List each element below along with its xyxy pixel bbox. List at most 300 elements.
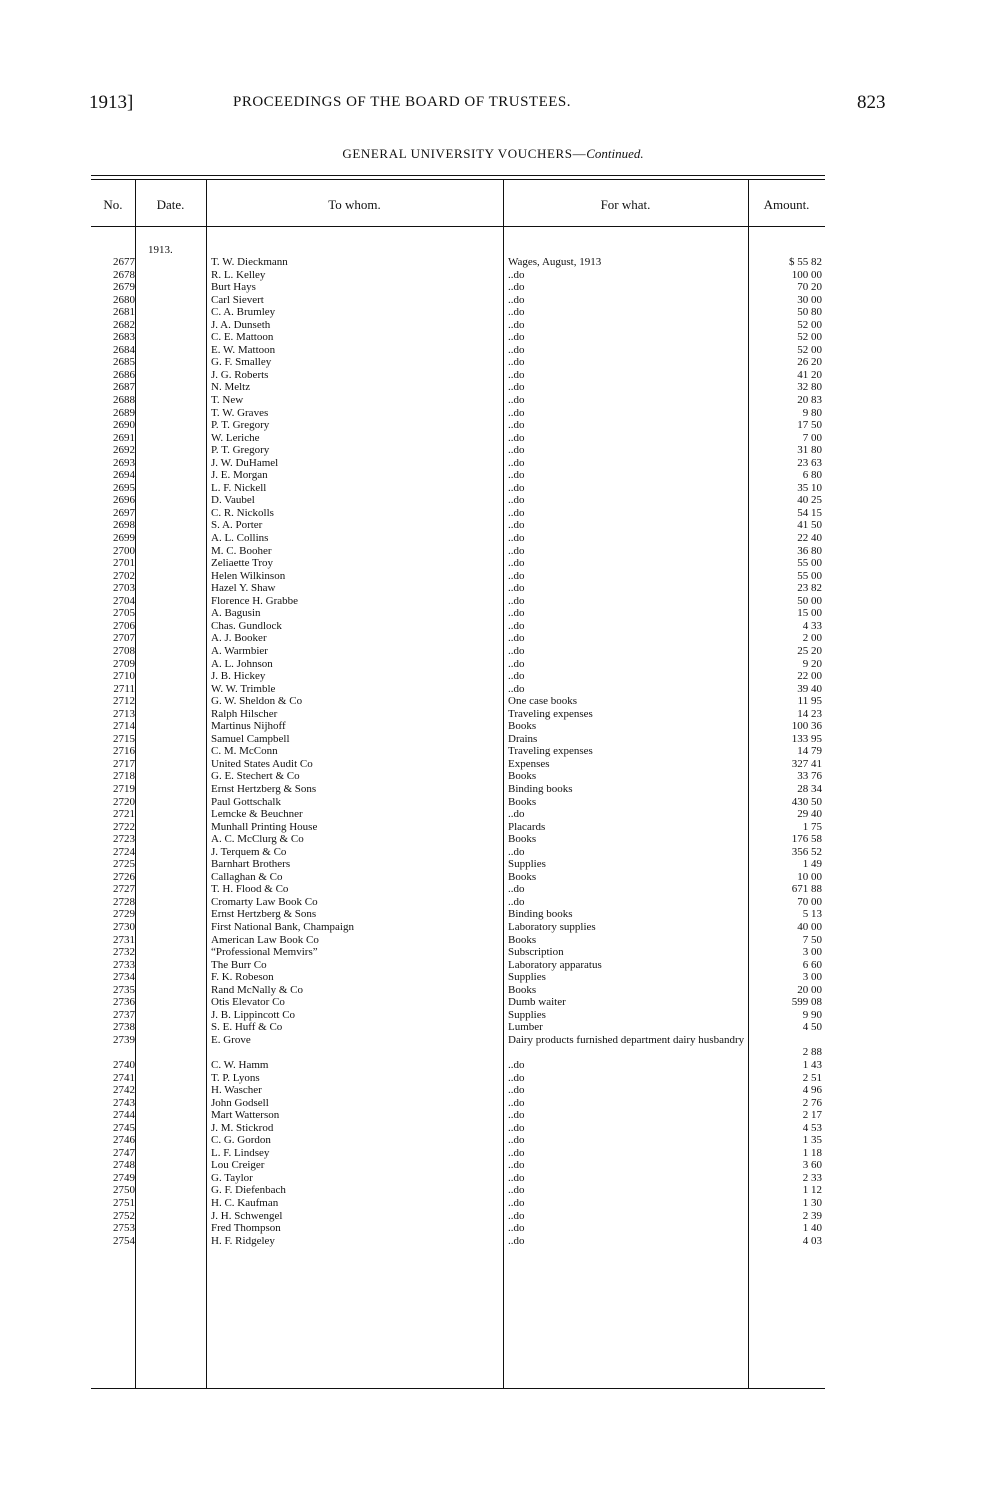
voucher-number: 2747 xyxy=(113,1146,135,1159)
voucher-number: 2721 xyxy=(113,808,135,821)
voucher-number: 2719 xyxy=(113,782,135,795)
purpose: Binding books xyxy=(508,908,573,921)
payee: G. W. Sheldon & Co xyxy=(211,695,303,708)
amount: 2 39 xyxy=(802,1209,822,1222)
payee: G. Taylor xyxy=(211,1171,253,1184)
voucher-number: 2724 xyxy=(113,845,135,858)
amount: 39 40 xyxy=(797,682,822,695)
payee: P. T. Gregory xyxy=(211,444,270,457)
payee: Martinus Nijhoff xyxy=(211,720,286,733)
table-top-rule-2 xyxy=(91,179,825,180)
table-row xyxy=(0,545,986,558)
purpose: ..do xyxy=(508,895,525,908)
payee: C. G. Gordon xyxy=(211,1134,271,1147)
table-row xyxy=(0,570,986,583)
amount: 100 36 xyxy=(791,720,822,733)
voucher-number: 2678 xyxy=(113,268,135,281)
voucher-number: 2744 xyxy=(113,1109,135,1122)
amount: 41 50 xyxy=(797,519,822,532)
voucher-number: 2730 xyxy=(113,920,135,933)
amount: 7 50 xyxy=(802,933,822,946)
amount: 28 34 xyxy=(797,782,822,795)
purpose: ..do xyxy=(508,569,525,582)
payee: D. Vaubel xyxy=(211,494,255,507)
payee: The Burr Co xyxy=(211,958,267,971)
amount: 14 79 xyxy=(797,745,822,758)
amount: 1 43 xyxy=(802,1059,822,1072)
voucher-number: 2716 xyxy=(113,745,135,758)
voucher-number: 2706 xyxy=(113,619,135,632)
amount: 41 20 xyxy=(797,368,822,381)
purpose: ..do xyxy=(508,532,525,545)
amount: 15 00 xyxy=(797,607,822,620)
table-row xyxy=(0,821,986,834)
payee: T. W. Dieckmann xyxy=(211,256,288,268)
purpose: ..do xyxy=(508,419,525,432)
amount: 22 00 xyxy=(797,670,822,683)
voucher-number: 2750 xyxy=(113,1184,135,1197)
payee: Mart Watterson xyxy=(211,1109,280,1122)
table-row xyxy=(0,1034,986,1059)
payee: C. M. McConn xyxy=(211,745,278,758)
table-row xyxy=(0,519,986,532)
amount: 14 23 xyxy=(797,707,822,720)
payee: A. L. Collins xyxy=(211,532,269,545)
purpose: Books xyxy=(508,983,537,996)
purpose: ..do xyxy=(508,318,525,331)
amount: 31 80 xyxy=(797,444,822,457)
payee: Helen Wilkinson xyxy=(211,569,286,582)
amount: 26 20 xyxy=(797,356,822,369)
payee: M. C. Booher xyxy=(211,544,272,557)
header-year: 1913] xyxy=(89,92,134,113)
payee: First National Bank, Champaign xyxy=(211,920,354,933)
voucher-number: 2745 xyxy=(113,1121,135,1134)
purpose: ..do xyxy=(508,519,525,532)
table-row xyxy=(0,833,986,846)
purpose: ..do xyxy=(508,1197,525,1210)
payee: J. Terquem & Co xyxy=(211,845,287,858)
table-row xyxy=(0,683,986,696)
amount: 7 00 xyxy=(802,431,822,444)
amount: 2 51 xyxy=(802,1071,822,1084)
payee: Fred Thompson xyxy=(211,1222,281,1235)
table-row xyxy=(0,1197,986,1210)
voucher-number: 2686 xyxy=(113,368,135,381)
amount: 1 49 xyxy=(802,858,822,871)
table-row xyxy=(0,1122,986,1135)
table-row xyxy=(0,1109,986,1122)
payee: H. C. Kaufman xyxy=(211,1197,279,1210)
table-row xyxy=(0,557,986,570)
col-header-no: No. xyxy=(103,197,123,212)
col-header-to-whom: To whom. xyxy=(328,197,381,212)
table-row xyxy=(0,733,986,746)
voucher-number: 2733 xyxy=(113,958,135,971)
purpose: ..do xyxy=(508,381,525,394)
payee: G. E. Stechert & Co xyxy=(211,770,300,783)
table-row xyxy=(0,896,986,909)
header-bottom-rule xyxy=(91,226,825,227)
amount: 4 53 xyxy=(802,1121,822,1134)
purpose: ..do xyxy=(508,306,525,319)
amount: 23 63 xyxy=(797,456,822,469)
table-row xyxy=(0,344,986,357)
table-row xyxy=(0,871,986,884)
voucher-number: 2707 xyxy=(113,632,135,645)
voucher-number: 2739 xyxy=(113,1033,135,1046)
payee: A. Warmbier xyxy=(211,644,268,657)
payee: Hazel Y. Shaw xyxy=(211,582,276,595)
running-header xyxy=(0,92,986,116)
purpose: Supplies xyxy=(508,858,546,871)
purpose: ..do xyxy=(508,544,525,557)
payee: John Godsell xyxy=(211,1096,269,1109)
amount: 5 13 xyxy=(802,908,822,921)
amount: 1 75 xyxy=(802,820,822,833)
payee: Chas. Gundlock xyxy=(211,619,282,632)
table-row xyxy=(0,1084,986,1097)
purpose: ..do xyxy=(508,594,525,607)
voucher-number: 2694 xyxy=(113,469,135,482)
payee: Callaghan & Co xyxy=(211,870,283,883)
table-row xyxy=(0,494,986,507)
amount: 50 00 xyxy=(797,594,822,607)
payee: S. E. Huff & Co xyxy=(211,1021,283,1034)
payee: Burt Hays xyxy=(211,281,256,294)
payee: Florence H. Grabbe xyxy=(211,594,299,607)
purpose: ..do xyxy=(508,1171,525,1184)
page-number: 823 xyxy=(857,92,886,113)
voucher-rows xyxy=(0,256,986,1247)
purpose: Laboratory supplies xyxy=(508,920,596,933)
amount: 25 20 xyxy=(797,644,822,657)
voucher-number: 2693 xyxy=(113,456,135,469)
payee: T. New xyxy=(211,394,244,407)
table-row xyxy=(0,1021,986,1034)
payee: Ralph Hilscher xyxy=(211,707,278,720)
table-row xyxy=(0,1097,986,1110)
voucher-number: 2688 xyxy=(113,394,135,407)
payee: J. H. Schwengel xyxy=(211,1209,283,1222)
payee: E. W. Mattoon xyxy=(211,343,276,356)
amount: 2 17 xyxy=(802,1109,822,1122)
payee: J. W. DuHamel xyxy=(211,456,279,469)
purpose: ..do xyxy=(508,368,525,381)
voucher-number: 2736 xyxy=(113,996,135,1009)
purpose: ..do xyxy=(508,469,525,482)
voucher-number: 2725 xyxy=(113,858,135,871)
amount: 55 00 xyxy=(797,557,822,570)
table-row xyxy=(0,281,986,294)
table-row xyxy=(0,934,986,947)
purpose: Books xyxy=(508,770,537,783)
payee: A. J. Booker xyxy=(211,632,267,645)
purpose: ..do xyxy=(508,557,525,570)
amount: 3 00 xyxy=(802,946,822,959)
purpose: ..do xyxy=(508,644,525,657)
payee: J. B. Hickey xyxy=(211,670,266,683)
voucher-number: 2728 xyxy=(113,895,135,908)
amount: 9 20 xyxy=(802,657,822,670)
voucher-number: 2715 xyxy=(113,732,135,745)
voucher-number: 2737 xyxy=(113,1008,135,1021)
year-label: 1913. xyxy=(148,244,173,256)
payee: C. A. Brumley xyxy=(211,306,276,319)
voucher-number: 2731 xyxy=(113,933,135,946)
payee: C. R. Nickolls xyxy=(211,506,274,519)
purpose: ..do xyxy=(508,1121,525,1134)
payee: Munhall Printing House xyxy=(211,820,318,833)
voucher-number: 2751 xyxy=(113,1197,135,1210)
purpose: Books xyxy=(508,833,537,846)
purpose: ..do xyxy=(508,1146,525,1159)
voucher-number: 2753 xyxy=(113,1222,135,1235)
purpose: ..do xyxy=(508,1084,525,1097)
payee: United States Audit Co xyxy=(211,757,313,770)
table-row xyxy=(0,921,986,934)
table-row xyxy=(0,1134,986,1147)
amount: 33 76 xyxy=(797,770,822,783)
amount: 4 03 xyxy=(802,1234,822,1247)
payee: C. W. Hamm xyxy=(211,1059,269,1072)
purpose: Books xyxy=(508,720,537,733)
purpose: ..do xyxy=(508,444,525,457)
table-row xyxy=(0,256,986,269)
payee: American Law Book Co xyxy=(211,933,319,946)
purpose: ..do xyxy=(508,1109,525,1122)
amount: 29 40 xyxy=(797,808,822,821)
table-row xyxy=(0,369,986,382)
amount: 2 76 xyxy=(802,1096,822,1109)
table-row xyxy=(0,469,986,482)
payee: J. A. Dunseth xyxy=(211,318,271,331)
payee: Lou Creiger xyxy=(211,1159,265,1172)
purpose: Supplies xyxy=(508,971,546,984)
amount: 55 00 xyxy=(797,569,822,582)
purpose: Books xyxy=(508,933,537,946)
table-row xyxy=(0,846,986,859)
voucher-number: 2748 xyxy=(113,1159,135,1172)
voucher-number: 2701 xyxy=(113,557,135,570)
table-row xyxy=(0,908,986,921)
amount: 6 80 xyxy=(802,469,822,482)
purpose: Books xyxy=(508,870,537,883)
amount: 54 15 xyxy=(797,506,822,519)
voucher-number: 2734 xyxy=(113,971,135,984)
table-row xyxy=(0,758,986,771)
voucher-number: 2705 xyxy=(113,607,135,620)
payee: Paul Gottschalk xyxy=(211,795,281,808)
table-row xyxy=(0,1009,986,1022)
payee: T. P. Lyons xyxy=(211,1071,260,1084)
voucher-number: 2692 xyxy=(113,444,135,457)
voucher-number: 2690 xyxy=(113,419,135,432)
amount: 30 00 xyxy=(797,293,822,306)
amount: 40 00 xyxy=(797,920,822,933)
table-row xyxy=(0,1059,986,1072)
purpose: ..do xyxy=(508,582,525,595)
payee: L. F. Lindsey xyxy=(211,1146,270,1159)
payee: J. B. Lippincott Co xyxy=(211,1008,296,1021)
col-header-for-what: For what. xyxy=(600,197,651,212)
amount: 6 60 xyxy=(802,958,822,971)
purpose: ..do xyxy=(508,1209,525,1222)
voucher-number: 2732 xyxy=(113,946,135,959)
purpose: ..do xyxy=(508,619,525,632)
voucher-number: 2680 xyxy=(113,293,135,306)
amount: 11 95 xyxy=(797,695,822,708)
payee: A. L. Johnson xyxy=(211,657,273,670)
payee: J. E. Morgan xyxy=(211,469,268,482)
payee: F. K. Robeson xyxy=(211,971,274,984)
table-row xyxy=(0,645,986,658)
table-row xyxy=(0,582,986,595)
purpose: ..do xyxy=(508,494,525,507)
table-row xyxy=(0,996,986,1009)
payee: N. Meltz xyxy=(211,381,251,394)
table-row xyxy=(0,319,986,332)
amount: 2 88 xyxy=(802,1046,822,1059)
voucher-number: 2708 xyxy=(113,644,135,657)
amount: 10 00 xyxy=(797,870,822,883)
voucher-number: 2726 xyxy=(113,870,135,883)
payee: C. E. Mattoon xyxy=(211,331,274,344)
table-row xyxy=(0,419,986,432)
payee: G. F. Smalley xyxy=(211,356,272,369)
amount: 23 82 xyxy=(797,582,822,595)
purpose: Traveling expenses xyxy=(508,707,593,720)
table-row xyxy=(0,670,986,683)
amount: 327 41 xyxy=(791,757,822,770)
amount: $ 55 82 xyxy=(789,256,822,268)
table-row xyxy=(0,532,986,545)
caption-continued: Continued. xyxy=(586,146,644,161)
purpose: ..do xyxy=(508,343,525,356)
purpose: Binding books xyxy=(508,782,573,795)
payee: Barnhart Brothers xyxy=(211,858,291,871)
amount: 4 50 xyxy=(802,1021,822,1034)
voucher-number: 2717 xyxy=(113,757,135,770)
table-row xyxy=(0,658,986,671)
voucher-number: 2710 xyxy=(113,670,135,683)
purpose: ..do xyxy=(508,431,525,444)
purpose: ..do xyxy=(508,1071,525,1084)
purpose: ..do xyxy=(508,406,525,419)
purpose: Traveling expenses xyxy=(508,745,593,758)
table-row xyxy=(0,607,986,620)
voucher-number: 2752 xyxy=(113,1209,135,1222)
table-row xyxy=(0,946,986,959)
purpose: Laboratory apparatus xyxy=(508,958,602,971)
purpose: Drains xyxy=(508,732,538,745)
purpose: Expenses xyxy=(508,757,550,770)
table-row xyxy=(0,770,986,783)
amount: 1 40 xyxy=(802,1222,822,1235)
payee: W. W. Trimble xyxy=(211,682,276,695)
table-row xyxy=(0,269,986,282)
purpose: ..do xyxy=(508,1222,525,1235)
amount: 176 58 xyxy=(791,833,822,846)
amount: 20 83 xyxy=(797,394,822,407)
amount: 3 60 xyxy=(802,1159,822,1172)
payee: P. T. Gregory xyxy=(211,419,270,432)
purpose: ..do xyxy=(508,682,525,695)
col-header-date: Date. xyxy=(156,197,185,212)
voucher-number: 2699 xyxy=(113,532,135,545)
voucher-number: 2711 xyxy=(113,682,135,695)
voucher-number: 2723 xyxy=(113,833,135,846)
payee: T. H. Flood & Co xyxy=(211,883,289,896)
voucher-number: 2722 xyxy=(113,820,135,833)
table-row xyxy=(0,407,986,420)
amount: 32 80 xyxy=(797,381,822,394)
table-row xyxy=(0,783,986,796)
purpose: ..do xyxy=(508,670,525,683)
payee: Zeliaette Troy xyxy=(211,557,274,570)
table-row xyxy=(0,1159,986,1172)
payee: H. Wascher xyxy=(211,1084,262,1097)
voucher-number: 2727 xyxy=(113,883,135,896)
purpose: ..do xyxy=(508,1134,525,1147)
voucher-number: 2714 xyxy=(113,720,135,733)
payee: Otis Elevator Co xyxy=(211,996,285,1009)
purpose: ..do xyxy=(508,1059,525,1072)
payee: H. F. Ridgeley xyxy=(211,1234,275,1247)
table-row xyxy=(0,1210,986,1223)
purpose: ..do xyxy=(508,268,525,281)
amount: 52 00 xyxy=(797,343,822,356)
payee: T. W. Graves xyxy=(211,406,269,419)
table-row xyxy=(0,507,986,520)
amount: 52 00 xyxy=(797,331,822,344)
table-top-rule xyxy=(91,175,825,176)
purpose: ..do xyxy=(508,1159,525,1172)
amount: 36 80 xyxy=(797,544,822,557)
amount: 430 50 xyxy=(791,795,822,808)
amount: 3 00 xyxy=(802,971,822,984)
table-row xyxy=(0,1072,986,1085)
purpose: Books xyxy=(508,795,537,808)
table-row xyxy=(0,708,986,721)
purpose: ..do xyxy=(508,883,525,896)
amount: 2 00 xyxy=(802,632,822,645)
amount: 70 20 xyxy=(797,281,822,294)
purpose: ..do xyxy=(508,356,525,369)
payee: G. F. Diefenbach xyxy=(211,1184,286,1197)
purpose: ..do xyxy=(508,632,525,645)
purpose: ..do xyxy=(508,808,525,821)
table-row xyxy=(0,1147,986,1160)
purpose: ..do xyxy=(508,657,525,670)
voucher-number: 2682 xyxy=(113,318,135,331)
voucher-number: 2718 xyxy=(113,770,135,783)
purpose: Supplies xyxy=(508,1008,546,1021)
purpose: ..do xyxy=(508,607,525,620)
voucher-number: 2700 xyxy=(113,544,135,557)
payee: S. A. Porter xyxy=(211,519,263,532)
amount: 599 08 xyxy=(791,996,822,1009)
purpose: Dairy products furnished department dairy husbandry xyxy=(508,1033,745,1046)
table-row xyxy=(0,984,986,997)
voucher-number: 2681 xyxy=(113,306,135,319)
table-row xyxy=(0,720,986,733)
amount: 9 80 xyxy=(802,406,822,419)
purpose: ..do xyxy=(508,1096,525,1109)
amount: 20 00 xyxy=(797,983,822,996)
amount: 671 88 xyxy=(791,883,822,896)
voucher-number: 2697 xyxy=(113,506,135,519)
